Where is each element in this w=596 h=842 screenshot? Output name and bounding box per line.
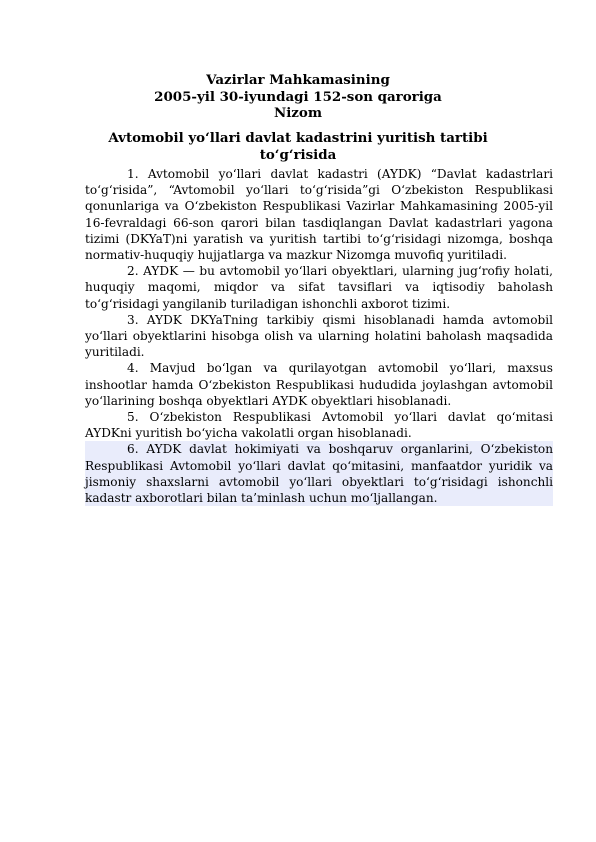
paragraph-6-highlighted: 6. AYDK davlat hokimiyati va boshqaruv organlarini, O‘zbekiston Respublikasi Avtomobil yo‘llari davlat qo‘mitasini, manfaatdor yuridik va jismoniy shaxslarni avtomobil yo‘llari obyektlari to‘g‘risidagi ishonchli kadastr axborotlari bilan ta’minlash uchun mo‘ljallangan. — [85, 442, 553, 506]
header-line-ministry: Vazirlar Mahkamasining — [206, 72, 390, 88]
header-line-resolution: 2005-yil 30-iyundagi 152-son qaroriga — [154, 88, 442, 105]
document-body — [85, 166, 553, 506]
header-line-nizom: Nizom — [273, 105, 323, 121]
title-line-1: Avtomobil yo‘llari davlat kadastrini yuritish tartibi — [108, 130, 488, 146]
paragraph-3: 3. AYDK DKYaTning tarkibiy qismi hisoblanadi hamda avtomobil yo‘llari obyektlarini hisobga olish va ularning holatini baholash maqsadida yuritiladi. — [85, 312, 553, 360]
paragraph-4: 4. Mavjud bo‘lgan va qurilayotgan avtomobil yo‘llari, maxsus inshootlar hamda O‘zbekiston Respublikasi hududida joylashgan avtomobil yo‘llarining boshqa obyektlari AYDK obyektlari hisoblanadi. — [85, 361, 553, 408]
paragraph-2: 2. AYDK — bu avtomobil yo‘llari obyektlari, ularning jug‘rofiy holati, huquqiy maqomi, miqdor va sifat tavsiflari va iqtisodiy baholash to‘g‘risidagi yangilanib turiladigan ishonchli axborot tizimi. — [85, 264, 553, 311]
document-header — [82, 72, 514, 122]
title-line-2: to‘g‘risida — [259, 146, 337, 163]
paragraph-1: 1. Avtomobil yo‘llari davlat kadastri (AYDK) “Davlat kadastrlari to‘g‘risida”, “Avtomobil yo‘llari to‘g‘risida”gi O‘zbekiston Respublikasi qonunlariga va O‘zbekiston Respublikasi Vazirlar Mahkamasining 2005-yil 16-fevraldagi 66-son qarori bilan tasdiqlangan Davlat kadastrlari yagona tizimi (DKYaT)ni yaratish va yuritish tartibi to‘g‘risidagi nizomga, boshqa normativ-huquqiy hujjatlarga va mazkur Nizomga muvofiq yuritiladi. — [85, 167, 553, 263]
document-title — [82, 130, 514, 163]
paragraph-5: 5. O‘zbekiston Respublikasi Avtomobil yo‘llari davlat qo‘mitasi AYDKni yuritish bo‘yicha vakolatli organ hisoblanadi. — [85, 410, 553, 441]
